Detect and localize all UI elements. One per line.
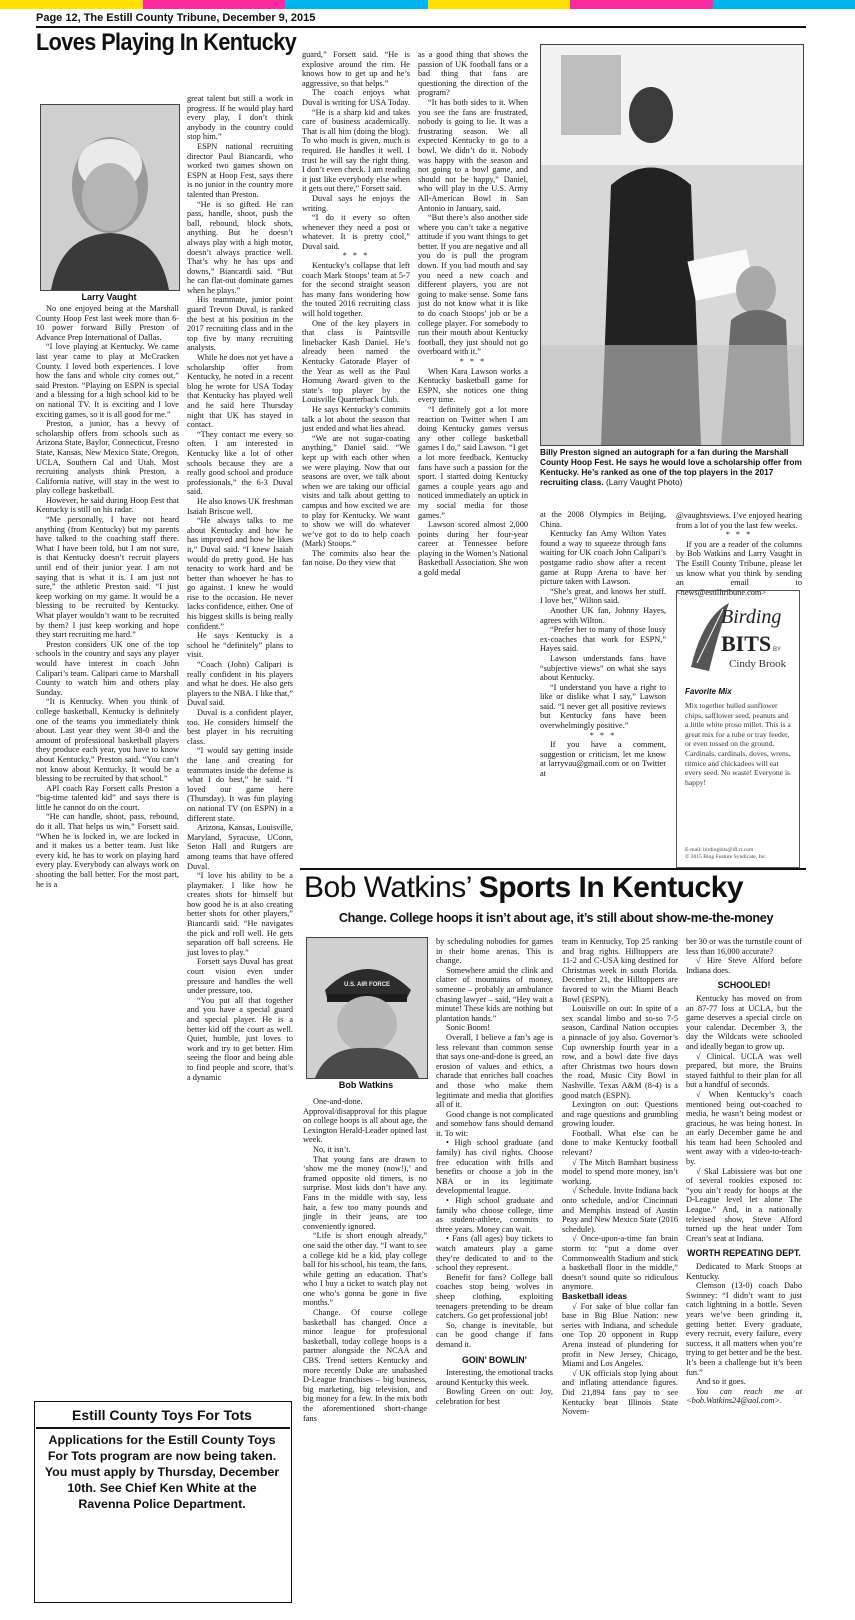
- paragraph: One of the key players in that class is Paintsville linebacker Kash Daniel. He’s already been named the Kentucky Gatorade Player of the Year as well as the Paul Hornung Award given to the state’s top player by the Louisville Quarterback Club.: [302, 318, 410, 405]
- paragraph: “He can handle, shoot, pass, rebound, do it all. That helps us win,” Forsett said. “When he is locked in, we are locked in and it makes us a better team. Just like every kid, he has to work on playing hard every play. Everybody can always work on shooting the ball better. For the most part, he is a: [36, 812, 179, 889]
- headline-name: Bob Watkins’: [304, 871, 471, 904]
- section-separator: * * *: [342, 251, 370, 261]
- paragraph: Lexington on out: Questions and rage questions and grumbling growing louder.: [562, 1100, 678, 1129]
- paragraph: “Coach (John) Calipari is really confident in his players and what he does. He also gets players to the NBA. I like that,” Duval said.: [187, 660, 293, 708]
- birding-email: [685, 847, 795, 861]
- paragraph: Arizona, Kansas, Louisville, Maryland, Syracuse, UConn, Seton Hall and Rutgers are among teams that have offered Duval.: [187, 823, 293, 871]
- story2-column-4: [686, 937, 802, 1603]
- paragraph: √ Once-upon-a-time fan brain storm to: “put a dome over Commonwealth Stadium and stick a basketball floor in the middle,” doesn’t sound quite so ridiculous anymore.: [562, 1234, 678, 1292]
- paragraph: Clemson (13-0) coach Dabo Swinney: “I didn’t want to just catch lightning in a bottle. Seven years we’ve been grinding it, getting better. Every graduate, every recruit, every failure, every success, it all matters when you’re trying to get better and be the best. It’s been a challenge but it’s been fun.”: [686, 1281, 802, 1377]
- logo-author: Cindy Brook: [729, 658, 787, 670]
- subhead: SCHOOLED!: [717, 980, 771, 991]
- paragraph: “But there’s also another side where you can’t take a negative attitude if you want things to get better. If you are negative and all you do is pull the program down. If you bad mouth and say you need a new coach and different players, you are not going to make sense. Some fans just do not know what it is like to do coach Stoops’ job or be a college player. For somebody to run their mouth about Kentucky football, they just should not go overboard with it.”: [418, 213, 528, 357]
- paragraph: That young fans are drawn to ‘show me the money (now!),’ and framed opposite old timers, is no surprise. Most kids don’t have any. Fans in the middle with say, less hair, a few too many pounds and jingle in their jeans, are too conveniently ignored.: [303, 1154, 427, 1231]
- paragraph: √ Clinical. UCLA was well prepared, but more, the Bruins stayed faithful to their plan for all but a handful of seconds.: [686, 1051, 802, 1090]
- paragraph: √ UK officials stop lying about and inflating attendance figures. Did 21,894 fans pay to see Kentucky beat Illinois State Novem-: [562, 1368, 678, 1417]
- paragraph: “Life is short enough already,” one said the other day. “I want to see a college kid be a kid, play college ball for his school, his team, the fans, while getting an education. That’s who I buy a ticket to watch play not one who’s gonna be gone in five months.”: [303, 1231, 427, 1308]
- paragraph: “They contact me every so often. I am interested in Kentucky like a lot of other schools because they are a really good school and produce professionals,” the 6-3 Duval said.: [187, 429, 293, 497]
- paragraph: “He is so gifted. He can pass, handle, shoot, push the ball, rebound, block shots, anything. But he doesn’t always play with a high motor, doesn’t always practice well. That’s why he has ups and downs,” Biancardi said. “But he can flat-out dominate games when he plays.”: [187, 199, 293, 295]
- paragraph: API coach Ray Forsett calls Preston a “big-time talented kid” and says there is little he cannot do on the court.: [36, 783, 179, 812]
- birding-title: Favorite Mix: [685, 687, 732, 696]
- paragraph: Bowling Green on out: Joy, celebration for best: [436, 1387, 553, 1406]
- paragraph: team in Kentucky, Top 25 ranking and brag rights. Hilltoppers are 11-2 and C-USA king destined for Christmas week in south Florida. December 21, the Hilltoppers are favored to win the Miami Beach Bowl (ESPN).: [562, 937, 678, 1004]
- paragraph: The coach enjoys what Duval is writing for USA Today.: [302, 88, 410, 107]
- story1-column-1: [36, 304, 179, 1394]
- subhead: Basketball ideas: [562, 1290, 628, 1301]
- paragraph: as a good thing that shows the passion of UK football fans or a bad thing that fans are questioning the direction of the program?: [418, 50, 528, 98]
- bob-watkins-photo: [306, 937, 428, 1079]
- story2-column-3: [562, 937, 678, 1603]
- logo-word-1: Birding: [721, 606, 782, 628]
- paragraph: Forsett says Duval has great court vision even under pressure and handles the well under pressure, too.: [187, 957, 293, 996]
- paragraph: And so it goes.: [696, 1377, 746, 1387]
- paragraph: @vaughtsviews. I’ve enjoyed hearing from a lot of you the last few weeks.: [676, 511, 802, 530]
- story1-column-4: [418, 50, 528, 860]
- paragraph: If you have a comment, suggestion or criticism, let me know at larryvau@gmail.com or on Twitter at: [540, 740, 666, 779]
- paragraph: He says Kentucky is a school he “definitely” plans to visit.: [187, 631, 293, 660]
- logo-by: BY: [773, 647, 782, 653]
- paragraph: One-and-done. Approval/disapproval for this plague on college hoops is all about age, the Lexington Herald-Leader opined last week.: [303, 1097, 427, 1145]
- paragraph: Kentucky fan Amy Wilton Yates found a way to squeeze through fans waiting for UK coach John Calipari’s postgame radio show after a recent game at Rupp Arena to have her picture taken with Lawson.: [540, 529, 666, 587]
- paragraph: “It is Kentucky. When you think of college basketball, Kentucky is definitely one of the teams you immediately think about. Last year they went 38-0 and the amount of professional basketball players they produce each year, you have to know about Kentucky,” Preston said. “You can’t not know about Kentucky. It would be a blessing to be recruited by that school.”: [36, 697, 179, 784]
- color-swatch: [570, 0, 713, 9]
- paragraph: Lawson scored almost 2,000 points during her four-year career at Tennessee before playing in the Women’s National Basketball Association. She won a gold medal: [418, 520, 528, 578]
- paragraph: “I love his ability to be a playmaker. I like how he creates shots for himself but how good he is at also creating better shots for other players,” Biancardi said. “He navigates the pick and roll well. He gets separation off ball screens. He just loves to play.”: [187, 871, 293, 957]
- story2-column-1: [303, 1097, 427, 1603]
- paragraph: You can reach me at <bob.Watkins24@aol.com>.: [686, 1386, 802, 1406]
- birding-bits-box: [676, 590, 800, 868]
- photo-credit: (Larry Vaught Photo): [605, 477, 683, 487]
- section-separator: * * *: [725, 530, 753, 540]
- paragraph: The commits also hear the fan noise. Do they view that: [302, 548, 410, 568]
- autograph-scene-image-icon: [541, 45, 803, 445]
- paragraph: Kentucky’s collapse that left coach Mark Stoops’ team at 5-7 for the second straight season has many fans wondering how the touted 2016 recruiting class will hold together.: [302, 261, 410, 319]
- paragraph: “I would say getting inside the lane and creating for teammates inside the defense is what I do best,” he said. “I loved our game here (Thursday). It was fun playing on national TV (on ESPN) in a different state.: [187, 746, 293, 823]
- paragraph: He also knows UK freshman Isaiah Briscoe well.: [187, 496, 293, 516]
- paragraph: great talent but still a work in progress. If he would play hard every play, I don’t think anybody in the country could stop him.”: [187, 94, 293, 142]
- story1-column-3: [302, 50, 410, 860]
- paragraph: Somewhere amid the clink and clatter of mountains of money, someone – probably an ambulance chasing lawyer – said, “Hey wait a minute! These kids are nothing but plantation hands.”: [436, 965, 553, 1023]
- portrait-image-icon: [41, 105, 179, 290]
- paragraph: “He is a sharp kid and takes care of business academically. That is all him (doing the blog). To who much is given, much is required. He handles it well. I trust he will say the right thing. I don’t even check. I am reading it just like everybody else when it gets out there,” Forsett said.: [302, 107, 410, 194]
- story1-column-6-displayed: [676, 511, 802, 597]
- paragraph: √ Schedule. Invite Indiana back onto schedule, and/or Cincinnati and Memphis instead of Austin Peay and New Mexico State (2016 schedule).: [562, 1186, 678, 1234]
- birding-copyright: © 2015 Bing Feature Syndicate, Inc.: [685, 854, 768, 860]
- registration-color-bar: [0, 0, 855, 9]
- toys-for-tots-title: Estill County Toys For Tots: [72, 1407, 252, 1423]
- paragraph: Good change is not complicated and somehow fans should demand it. To wit:: [436, 1109, 553, 1138]
- paragraph: So, change is inevitable, but can be good change if fans demand it.: [436, 1320, 553, 1349]
- paragraph: √ For sake of blue collar fan base in Big Blue Nation: new series with Indiana, and schedule one Top 20 opponent in Rupp Arena instead of plundering for profit in New Jersey, Chicago, Miami and Los Angeles.: [562, 1301, 678, 1369]
- paragraph: “I definitely got a lot more reaction on Twitter when I am doing Kentucky games versus any other college basketball games I do,” said Lawson. “I get a lot more feedback. Kentucky fans have such a passion for the sport. I started doing Kentucky games a couple years ago and noticed immediately an uptick in my social media for those games.”: [418, 404, 528, 520]
- paragraph: No, it isn’t.: [313, 1144, 351, 1154]
- paragraph: However, he said during Hoop Fest that Kentucky is still on his radar.: [36, 495, 179, 515]
- cap-text: U.S. AIR FORCE: [343, 982, 391, 988]
- section-separator: * * *: [459, 357, 487, 366]
- toys-divider: [36, 1427, 290, 1429]
- page-folio: Page 12, The Estill County Tribune, December 9, 2015: [36, 12, 316, 24]
- paragraph: √ The Mitch Barnhart business model to spend more money, isn’t working.: [562, 1157, 678, 1186]
- paragraph: “Prefer her to many of those lousy ex-coaches that work for ESPN,” Hayes said.: [540, 625, 666, 654]
- paragraph: √ When Kentucky’s coach mentioned being out-coached to media, he wasn’t being modest or gracious, he was being honest. In an early December game he and his team had been Schooled and went away with a video-to-teach-by.: [686, 1089, 802, 1167]
- paragraph: “Me personally, I have not heard anything (from Kentucky) but my parents have talked to the coaching staff there. What I have been told, but I am not sure, is that Kentucky doesn’t recruit players until end of their junior year. I am not saying that is what it is. I am just not sure,” the athletic Preston said. “I just keep working on my game. It would be a blessing to be recruited by Kentucky. What player wouldn’t want to be recruited by them? I just keep working and hope they start recruiting me hard.”: [36, 515, 179, 640]
- paragraph: Benefit for fans? College ball coaches stop being wolves in sheep clothing, exploiting teenagers pretending to be dream catchers. Go get professional job!: [436, 1272, 553, 1321]
- paragraph: ber 30 or was the turnstile count of less than 16,000 accurate?: [686, 937, 802, 956]
- paragraph: guard,” Forsett said. “He is explosive around the rim. He knows how to get up and he’s aggressive, so that helps.”: [302, 50, 410, 88]
- paragraph: Sonic Boom!: [446, 1023, 491, 1033]
- paragraph: If you are a reader of the columns by Bob Watkins and Larry Vaught in The Estill County Tribune, please let us know what you think by sending an email to <news@estilltribune.com>: [676, 539, 802, 597]
- birding-email-address: E-mail: birdingbits@ifl.rr.com: [685, 847, 754, 853]
- bob-watkins-caption: Bob Watkins: [338, 1080, 394, 1090]
- paragraph: Football. What else can be done to make Kentucky football relevant?: [562, 1128, 678, 1158]
- paragraph: Change. Of course college basketball has changed. Once a minor league for professional basketball, today college hoops is a partner alongside the NCAA and CBS. Trend setters Kentucky and more recently Duke are unabashed D-League franchises – big business, big marketing, big television, and big money for a few. In the mix both the aforementioned short-change fans: [303, 1308, 427, 1423]
- headline-sports: Sports In Kentucky: [478, 871, 744, 904]
- story1-headline: Loves Playing In Kentucky: [36, 29, 297, 56]
- paragraph: “We are not sugar-coating anything,” Daniel said. “We kept up with each other when we were playing. Now that our seasons are over, we talk about when we are taking our official visits and talk about getting to campus and how excited we are to play for Kentucky. We want to show we will do whatever we’ve got to do to help coach (Mark) Stoops.”: [302, 433, 410, 549]
- top-rule: [36, 26, 806, 28]
- subhead: GOIN’ BOWLIN’: [462, 1354, 527, 1365]
- paragraph: “I understand you have a right to like or dislike what I say,” Lawson said. “I never get all positive reviews but Kentucky fans have been overwhelmingly positive.”: [540, 682, 666, 731]
- birding-text: Mix together hulled sunflower chips, safflower seed, peanuts and a little white proso millet. This is a great mix for a tube or tray feeder, or even tossed on the ground. Cardinals, cardinals, doves, wrens, titmice and chickadees will eat every seed. No waste! Everyone is happy!: [685, 701, 791, 787]
- paragraph: “It has both sides to it. When you see the fans are frustrated, nobody is going to lie. It was a frustrating season. We all expected Kentucky to go to a bowl. We didn’t do it. Nobody was happy with the season and not going to a bowl game, and should not be happy,” Daniel, who will play in the U.S. Army All-American Bowl in San Antonio in January, said.: [418, 97, 528, 213]
- paragraph: Overall, I believe a fan’s age is less relevant than common sense that says one-and-done is greed, an erosion of values and ethics, a charade that enriches ball coaches and those who make them legitimate and media that glorifies all of it.: [436, 1032, 553, 1110]
- color-swatch: [428, 0, 571, 9]
- cutline-text: Billy Preston signed an autograph for a fan during the Marshall County Hoop Fest. He says he would love a scholarship offer from Kentucky. He’s ranked as one of the top players in the 2017 recruiting class.: [540, 447, 802, 487]
- paragraph: Preston, a junior, has a bevvy of scholarship offers from schools such as Arizona State, Baylor, Connecticut, Fresno State, Kansas, New Mexico State, Oregon, UCLA, Southern Cal and Utah. Most recruiting analysts think Preston, a California native, will stay in the west to play college basketball.: [36, 419, 179, 496]
- logo-word-2: BITS: [721, 631, 772, 656]
- paragraph: ESPN national recruiting director Paul Biancardi, who worked two games shown on ESPN at Hoop Fest, says there is no junior in the country more talented than Preston.: [187, 141, 293, 199]
- billy-preston-photo: [540, 44, 804, 446]
- paragraph: “You put all that together and you have a special guard and special player. He is a better kid off the court as well. Quiet, humble, just loves to work and try to get better. Him seeing the floor and being able to find people and score, that’s a dynamic: [187, 995, 293, 1082]
- paragraph: Preston considers UK one of the top schools in the country and says any player would have interest in coach John Calipari’s team. Calipari came to Marshall County to watch him and others play Sunday.: [36, 639, 179, 697]
- color-swatch: [713, 0, 855, 9]
- birding-bits-logo: [683, 597, 793, 677]
- billy-preston-cutline: [540, 447, 804, 507]
- paragraph: Dedicated to Mark Stoops at Kentucky.: [686, 1262, 802, 1281]
- portrait-image-icon: [307, 938, 427, 1078]
- paragraph: Another UK fan, Johnny Hayes, agrees with Wilton.: [540, 605, 666, 625]
- paragraph: When Kara Lawson works a Kentucky basketball game for ESPN, she notices one thing every time.: [418, 366, 528, 405]
- paragraph: “I do it every so often whenever they need a post or whatever. It is pretty cool,” Duval said.: [302, 213, 410, 251]
- toys-for-tots-body: Applications for the Estill County Toys For Tots program are now being taken. You must apply by Thursday, December 10th. See Chief Ken White at the Ravenna Police Department.: [44, 1433, 280, 1511]
- paragraph: by scheduling nobodies for games in their home arenas. This is change.: [436, 937, 553, 966]
- color-swatch: [0, 0, 143, 9]
- paragraph: at the 2008 Olympics in Beijing, China.: [540, 510, 666, 529]
- paragraph: Kentucky has moved on from an 87-77 loss at UCLA, but the game deserves a special circle on your calendar. December 3, the day the Wildcats were schooled and ideally began to grow up.: [686, 993, 802, 1051]
- paragraph: While he does not yet have a scholarship offer from Kentucky, he noted in a recent blog he wrote for USA Today that Kentucky has played well and he said here Thursday night that UK has stayed in contact.: [187, 353, 293, 430]
- story2-column-2: [436, 937, 553, 1603]
- paragraph: • High school graduate and family who choose college, time as student-athlete, commits to three years. Money can wait.: [436, 1196, 553, 1234]
- paragraph: “He always talks to me about Kentucky and how he has improved and how he likes it,” Duval said. “I knew Isaiah would do pretty good. He has tenacity to work hard and be better than whoever he has to go against. I knew he would rise to the occasion. He never lacks confidence, either. One of his biggest skills is being really confident.”: [187, 516, 293, 631]
- paragraph: • Fans (all ages) buy tickets to watch amateurs play a game they’re dedicated to and to the school they represent.: [436, 1234, 553, 1273]
- paragraph: He says Kentucky’s commits talk a lot about the season that just ended and what lies ahead.: [302, 404, 410, 434]
- paragraph: √ Skal Labissiere was but one of several rookies exposed to: “you ain’t ready for hoops at the D-League level let alone The League.” And, in a nationally televised show, Steve Alford turned up the heat under Tom Crean’s seat at Indiana.: [686, 1166, 802, 1243]
- story2-headline: [304, 871, 796, 905]
- paragraph: “She’s great, and knows her stuff. I love her,” Wilton said.: [540, 586, 666, 606]
- larry-vaught-caption: Larry Vaught: [81, 292, 137, 302]
- story2-top-rule: [300, 868, 806, 870]
- bird-feather-icon: [683, 597, 793, 677]
- paragraph: Louisville on out: In spite of a sex scandal limbo and so-so 7-5 season, Cardinal Nation occupies a pinnacle of joy also. Governor’s Cup ownership fourth year in a row, and a bowl date five days after Christmas two hours down the road, Music City Bowl in Nashville. Texas A&M (8-4) is a good match (ESPN).: [562, 1004, 678, 1100]
- story1-column-2: [187, 94, 293, 1394]
- paragraph: • High school graduate (and family) has civil rights. Choose free education with frills and benefits or choose a job in the NBA or in its legitimate developmental league.: [436, 1138, 553, 1196]
- story2-deck: Change. College hoops it isn’t about age, it’s still about show-me-the-money: [338, 911, 774, 925]
- subhead: WORTH REPEATING DEPT.: [687, 1248, 801, 1259]
- paragraph: Lawson understands fans have “subjective views” on what she says about Kentucky.: [540, 653, 666, 683]
- paragraph: Duval is a confident player, too. He considers himself the best player in his recruiting class.: [187, 708, 293, 746]
- paragraph: Duval says he enjoys the writing.: [302, 193, 410, 213]
- color-swatch: [285, 0, 428, 9]
- paragraph: Interesting, the emotional tracks around Kentucky this week.: [436, 1368, 553, 1387]
- paragraph: His teammate, junior point guard Trevon Duval, is ranked the best at his position in the 2017 recruiting class and in the top five by many recruiting analysts.: [187, 295, 293, 353]
- story1-column-5: [540, 510, 666, 860]
- color-swatch: [143, 0, 286, 9]
- paragraph: “I love playing at Kentucky. We came last year came to play at McCracken County. I loved both experiences. I love how the fans and whole city comes out,” said Preston. “Playing on ESPN is special and a blessing for a high school kid to be on national TV. It is exciting and I love exciting games, so it is all good for me.”: [36, 342, 179, 419]
- paragraph: No one enjoyed being at the Marshall County Hoop Fest last week more than 6-10 power forward Billy Preston of Advance Prep International of Dallas.: [36, 304, 179, 342]
- paragraph: √ Hire Steve Alford before Indiana does.: [686, 956, 802, 975]
- section-separator: * * *: [589, 730, 617, 740]
- larry-vaught-photo: [40, 104, 180, 291]
